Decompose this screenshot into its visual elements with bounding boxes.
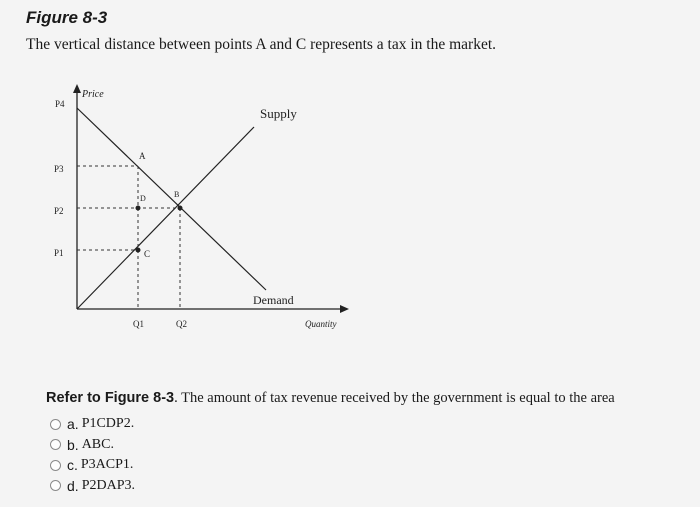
- quantity-label-q2: Q2: [176, 319, 187, 329]
- question-body: . The amount of tax revenue received by the government is equal to the area: [174, 390, 615, 406]
- y-axis-arrow: [73, 84, 81, 93]
- radio-icon[interactable]: [50, 439, 61, 450]
- point-b-dot: [178, 206, 183, 211]
- option-text: ABC.: [81, 436, 114, 452]
- point-label-a: A: [139, 151, 146, 161]
- figure-caption: The vertical distance between points A and C represents a tax in the market.: [26, 36, 497, 53]
- option-letter: b.: [67, 436, 79, 453]
- answer-options: [50, 414, 135, 496]
- option-text: P2DAP3.: [81, 477, 135, 493]
- supply-curve: [77, 127, 254, 309]
- price-label-p2: P2: [54, 206, 64, 216]
- option-letter: d.: [67, 477, 79, 494]
- option-b[interactable]: [50, 435, 135, 456]
- radio-icon[interactable]: [50, 480, 61, 491]
- option-c[interactable]: [50, 455, 135, 476]
- price-label-p4: P4: [55, 99, 65, 109]
- point-label-c: C: [144, 249, 151, 259]
- option-text: P3ACP1.: [80, 457, 134, 473]
- option-letter: a.: [67, 416, 79, 433]
- demand-curve: [77, 108, 266, 290]
- point-d-dot: [136, 206, 141, 211]
- point-label-b: B: [174, 190, 180, 199]
- question-reference: Refer to Figure 8-3: [46, 390, 175, 406]
- option-letter: c.: [67, 457, 78, 474]
- quantity-label-q1: Q1: [133, 319, 144, 329]
- point-label-d: D: [140, 194, 146, 203]
- demand-label: Demand: [253, 293, 294, 307]
- option-text: P1CDP2.: [81, 416, 135, 432]
- x-axis-arrow: [340, 305, 349, 313]
- option-a[interactable]: [50, 414, 135, 435]
- point-c-dot: [136, 248, 141, 253]
- price-label-p3: P3: [54, 164, 64, 174]
- radio-icon[interactable]: [50, 460, 61, 471]
- price-label-p1: P1: [54, 248, 64, 258]
- option-d[interactable]: [50, 476, 135, 497]
- axis-y-label: Price: [82, 89, 104, 100]
- radio-icon[interactable]: [50, 419, 61, 430]
- question-text: [46, 390, 615, 407]
- figure-title: Figure 8-3: [26, 8, 108, 27]
- supply-label: Supply: [260, 106, 297, 121]
- axis-x-label: Quantity: [305, 319, 337, 329]
